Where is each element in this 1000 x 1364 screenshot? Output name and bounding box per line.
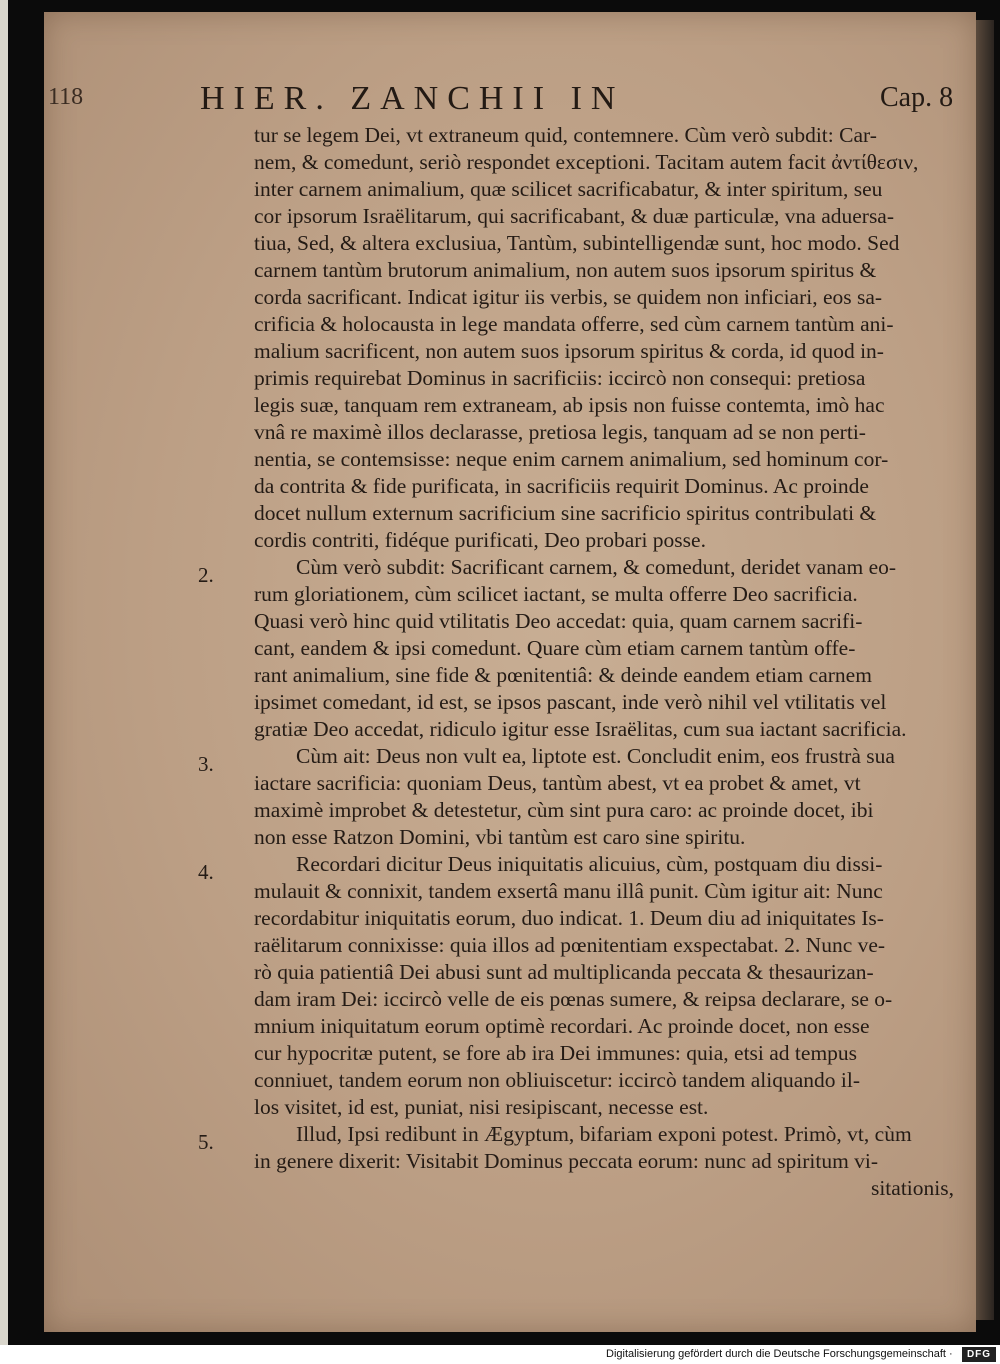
text-line: ipsimet comedant, id est, se ipsos pascant, inde verò nihil vel vtilitatis vel	[254, 690, 887, 714]
paragraph-number: 3.	[198, 752, 214, 776]
text-line: rant animalium, sine fide & pœnitentiâ: & deinde eandem etiam carnem	[254, 663, 872, 687]
text-line: raëlitarum connixisse: quia illos ad pœnitentiam exspectabat. 2. Nunc ve-	[254, 933, 886, 957]
text-line: nem, & comedunt, seriò respondet exceptioni. Tacitam autem facit ἀντίθεσιν,	[254, 150, 919, 174]
text-line: Quasi verò hinc quid vtilitatis Deo accedat: quia, quam carnem sacrifi-	[254, 609, 863, 633]
dfg-logo: DFG	[962, 1347, 996, 1362]
chapter-heading: Cap. 8	[880, 82, 954, 113]
paragraph-number: 2.	[198, 563, 214, 587]
text-line: gratiæ Deo accedat, ridiculo igitur esse Israëlitas, cum sua iactant sacrificia.	[254, 717, 907, 741]
text-line: cant, eandem & ipsi comedunt. Quare cùm etiam carnem tantùm offe-	[254, 636, 856, 660]
text-line: los visitet, id est, puniat, nisi resipiscant, necesse est.	[254, 1095, 709, 1119]
funding-credit: Digitalisierung gefördert durch die Deutsche Forschungsgemeinschaft ·	[606, 1348, 953, 1360]
text-line: rum gloriationem, cùm scilicet iactant, se multa offerre Deo sacrificia.	[254, 582, 858, 606]
text-line: carnem tantùm brutorum animalium, non autem suos ipsorum spiritus &	[254, 258, 877, 282]
text-line: Cùm verò subdit: Sacrificant carnem, & comedunt, deridet vanam eo-	[296, 555, 897, 579]
text-line: mnium iniquitatum eorum optimè recordari. Ac proinde docet, non esse	[254, 1014, 870, 1038]
page-gutter-shadow	[976, 20, 994, 1320]
text-line: non esse Ratzon Domini, vbi tantùm est caro sine spiritu.	[254, 825, 746, 849]
text-line: legis suæ, tanquam rem extraneam, ab ipsis non fuisse contemta, imò hac	[254, 393, 885, 417]
text-line: malium sacrificent, non autem suos ipsorum spiritus & corda, id quod in-	[254, 339, 884, 363]
text-line: conniuet, tandem eorum non obliuiscetur: iccircò tandem aliquando il-	[254, 1068, 860, 1092]
facing-page-edge	[0, 0, 8, 1345]
text-line: primis requirebat Dominus in sacrificiis: iccircò non consequi: pretiosa	[254, 366, 866, 390]
body-text	[254, 122, 954, 1202]
text-line: Recordari dicitur Deus iniquitatis alicuius, cùm, postquam diu dissi-	[296, 852, 883, 876]
text-line: nentia, se contemsisse: neque enim carnem animalium, sed hominum cor-	[254, 447, 889, 471]
text-line: tur se legem Dei, vt extraneum quid, contemnere. Cùm verò subdit: Car-	[254, 123, 877, 147]
text-line: iactare sacrificia: quoniam Deus, tantùm abest, vt ea probet & amet, vt	[254, 771, 861, 795]
text-line: dam iram Dei: iccircò velle de eis pœnas sumere, & reipsa declarare, se o-	[254, 987, 893, 1011]
catchword: sitationis,	[870, 1176, 954, 1200]
text-line: cordis contriti, fidéque purificati, Deo probari posse.	[254, 528, 706, 552]
text-line: cor ipsorum Israëlitarum, qui sacrificabant, & duæ particulæ, vna aduersa-	[254, 204, 895, 228]
digitization-footer	[0, 1345, 1000, 1364]
page-number: 118	[48, 84, 84, 110]
text-line: vnâ re maximè illos declarasse, pretiosa legis, tanquam ad se non perti-	[254, 420, 866, 444]
text-line: rò quia patientiâ Dei abusi sunt ad multiplicanda peccata & thesaurizan-	[254, 960, 874, 984]
text-line: corda sacrificant. Indicat igitur iis verbis, se quidem non inficiari, eos sa-	[254, 285, 883, 309]
text-line: recordabitur iniquitatis eorum, duo indicat. 1. Deum diu ad iniquitates Is-	[254, 906, 884, 930]
paragraph-number: 5.	[198, 1130, 214, 1154]
text-line: tiua, Sed, & altera exclusiua, Tantùm, subintelligendæ sunt, hoc modo. Sed	[254, 231, 900, 255]
text-line: docet nullum externum sacrificium sine sacrificio spiritus contribulati &	[254, 501, 877, 525]
text-line: in genere dixerit: Visitabit Dominus peccata eorum: nunc ad spiritum vi-	[254, 1149, 879, 1173]
text-line: cur hypocritæ putent, se fore ab ira Dei immunes: quia, etsi ad tempus	[254, 1041, 858, 1065]
text-line: maximè improbet & detestetur, cùm sint pura caro: ac proinde docet, ibi	[254, 798, 874, 822]
text-line: crificia & holocausta in lege mandata offerre, sed cùm carnem tantùm ani-	[254, 312, 894, 336]
text-line: inter carnem animalium, quæ scilicet sacrificabatur, & inter spiritum, seu	[254, 177, 883, 201]
text-line: Illud, Ipsi redibunt in Ægyptum, bifariam exponi potest. Primò, vt, cùm	[296, 1122, 912, 1146]
text-line: Cùm ait: Deus non vult ea, liptote est. Concludit enim, eos frustrà sua	[296, 744, 895, 768]
text-line: mulauit & connixit, tandem exsertâ manu illâ punit. Cùm igitur ait: Nunc	[254, 879, 883, 903]
paragraph-number: 4.	[198, 860, 214, 884]
text-line: da contrita & fide purificata, in sacrificiis requirit Dominus. Ac proinde	[254, 474, 869, 498]
running-title: HIER. ZANCHII IN	[200, 80, 625, 117]
